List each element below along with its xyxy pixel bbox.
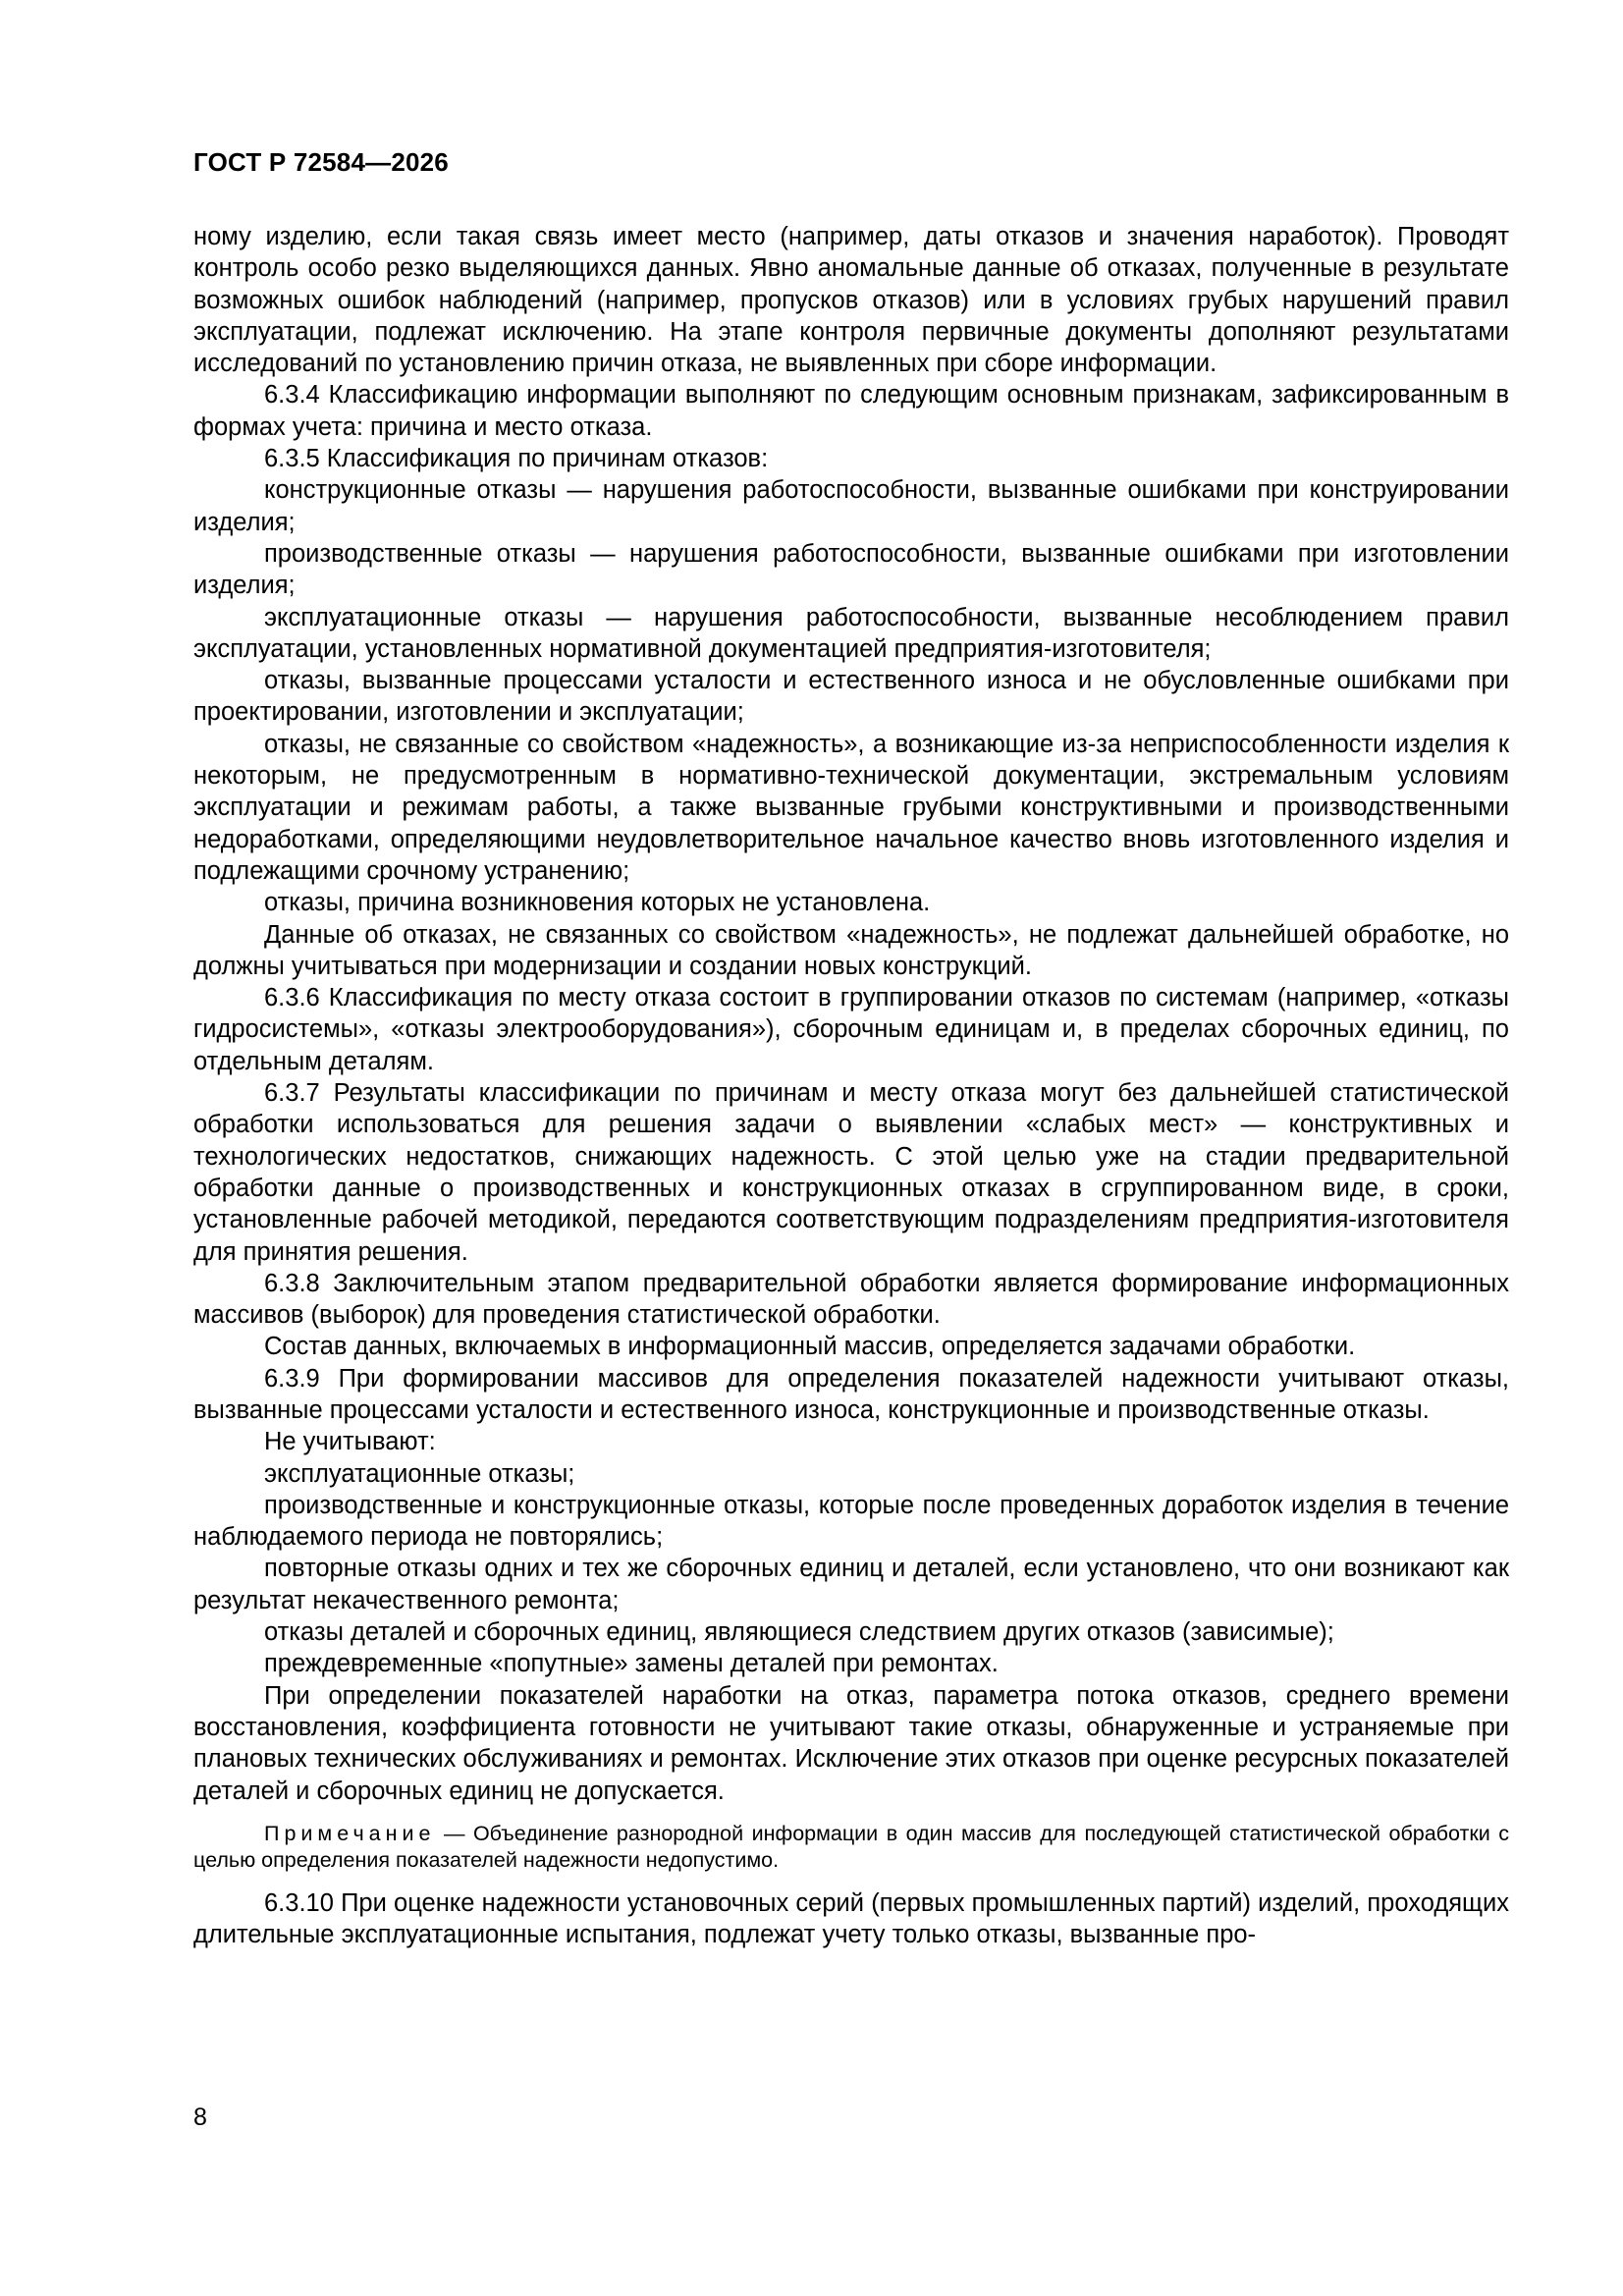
paragraph: Состав данных, включаемых в информационный массив, определяется задачами обработки. — [264, 1333, 1356, 1361]
paragraph: эксплуатационные отказы; — [264, 1459, 575, 1488]
paragraph: производственные отказы — нарушения работоспособности, вызванные ошибками при изготовлении изделия; — [193, 539, 1509, 600]
paragraph: ному изделию, если такая связь имеет место (например, даты отказов и значения наработок). Проводят контроль особо резко выделяющихся данных. Явно аномальные данные об отказах, полученные в результате возможных ошибок наблюдений (например, пропусков отказов) или в условиях грубых нарушений правил эксплуатации, подлежат исключению. На этапе контроля первичные документы дополняют результатами исследований по установлению причин отказа, не выявленных при сборе информации. — [193, 223, 1509, 378]
paragraph: 6.3.5 Классификация по причинам отказов: — [264, 445, 769, 473]
paragraph: эксплуатационные отказы — нарушения работоспособности, вызванные несоблюдением правил эксплуатации, установленных нормативной документацией предприятия-изготовителя; — [193, 603, 1509, 663]
paragraph: отказы, не связанные со свойством «надежность», а возникающие из-за неприспособленности изделия к некоторым, не предусмотренным в нормативно-технической документации, экстремальным условиям эксплуатации и режимам работы, а также вызванные грубыми конструктивными и производственными недоработками, определяющими неудовлетворительное начальное качество вновь изготовленного изделия и подлежащими срочному устранению; — [193, 730, 1509, 885]
paragraph: 6.3.10 При оценке надежности установочных серий (первых промышленных партий) изделий, проходящих длительные эксплуатационные испытания, подлежат учету только отказы, вызванные про- — [193, 1888, 1509, 1949]
document-body — [193, 221, 1509, 1950]
paragraph: конструкционные отказы — нарушения работоспособности, вызванные ошибками при конструировании изделия; — [193, 476, 1509, 536]
paragraph: 6.3.4 Классификацию информации выполняют по следующим основным признакам, зафиксированным в формах учета: причина и место отказа. — [193, 381, 1509, 441]
paragraph: 6.3.7 Результаты классификации по причинам и месту отказа могут без дальнейшей статистической обработки использоваться для решения задачи о выявлении «слабых мест» — конструктивных и технологических недостатков, снижающих надежность. С этой целью уже на стадии предварительной обработки данные о производственных и конструкционных отказах в сгруппированном виде, в сроки, установленные рабочей методикой, передаются соответствующим подразделениям предприятия-изготовителя для принятия решения. — [193, 1079, 1509, 1266]
paragraph: 6.3.6 Классификация по месту отказа состоит в группировании отказов по системам (например, «отказы гидросистемы», «отказы электрооборудования»), сборочным единицам и, в пределах сборочных единиц, по отдельным деталям. — [193, 984, 1509, 1075]
document-header: ГОСТ Р 72584—2026 — [193, 147, 449, 177]
paragraph: При определении показателей наработки на отказ, параметра потока отказов, среднего времени восстановления, коэффициента готовности не учитывают такие отказы, обнаруженные и устраняемые при плановых технических обслуживаниях и ремонтах. Исключение этих отказов при оценке ресурсных показателей деталей и сборочных единиц не допускается. — [193, 1681, 1509, 1805]
paragraph: повторные отказы одних и тех же сборочных единиц и деталей, если установлено, что они возникают как результат некачественного ремонта; — [193, 1555, 1509, 1614]
note — [193, 1821, 1509, 1874]
paragraph: Данные об отказах, не связанных со свойством «надежность», не подлежат дальнейшей обработке, но должны учитываться при модернизации и создании новых конструкций. — [193, 920, 1509, 980]
note-label: Примечание — [264, 1821, 436, 1845]
page-number: 8 — [193, 2104, 207, 2131]
paragraph: 6.3.8 Заключительным этапом предварительной обработки является формирование информационных массивов (выборок) для проведения статистической обработки. — [193, 1269, 1509, 1330]
paragraph: 6.3.9 При формировании массивов для определения показателей надежности учитывают отказы, вызванные процессами усталости и естественного износа, конструкционные и производственные отказы. — [193, 1364, 1509, 1424]
paragraph: отказы, вызванные процессами усталости и естественного износа и не обусловленные ошибками при проектировании, изготовлении и эксплуатации; — [193, 667, 1509, 727]
paragraph: преждевременные «попутные» замены деталей при ремонтах. — [264, 1650, 999, 1678]
paragraph: Не учитывают: — [264, 1428, 436, 1456]
paragraph: отказы деталей и сборочных единиц, являющиеся следствием других отказов (зависимые); — [264, 1618, 1334, 1647]
paragraph: отказы, причина возникновения которых не установлена. — [264, 889, 931, 917]
note-text: — Объединение разнородной информации в один массив для последующей статистической обработки с целью определения показателей надежности недопустимо. — [193, 1821, 1509, 1872]
paragraph: производственные и конструкционные отказы, которые после проведенных доработок изделия в течение наблюдаемого периода не повторялись; — [193, 1491, 1509, 1552]
